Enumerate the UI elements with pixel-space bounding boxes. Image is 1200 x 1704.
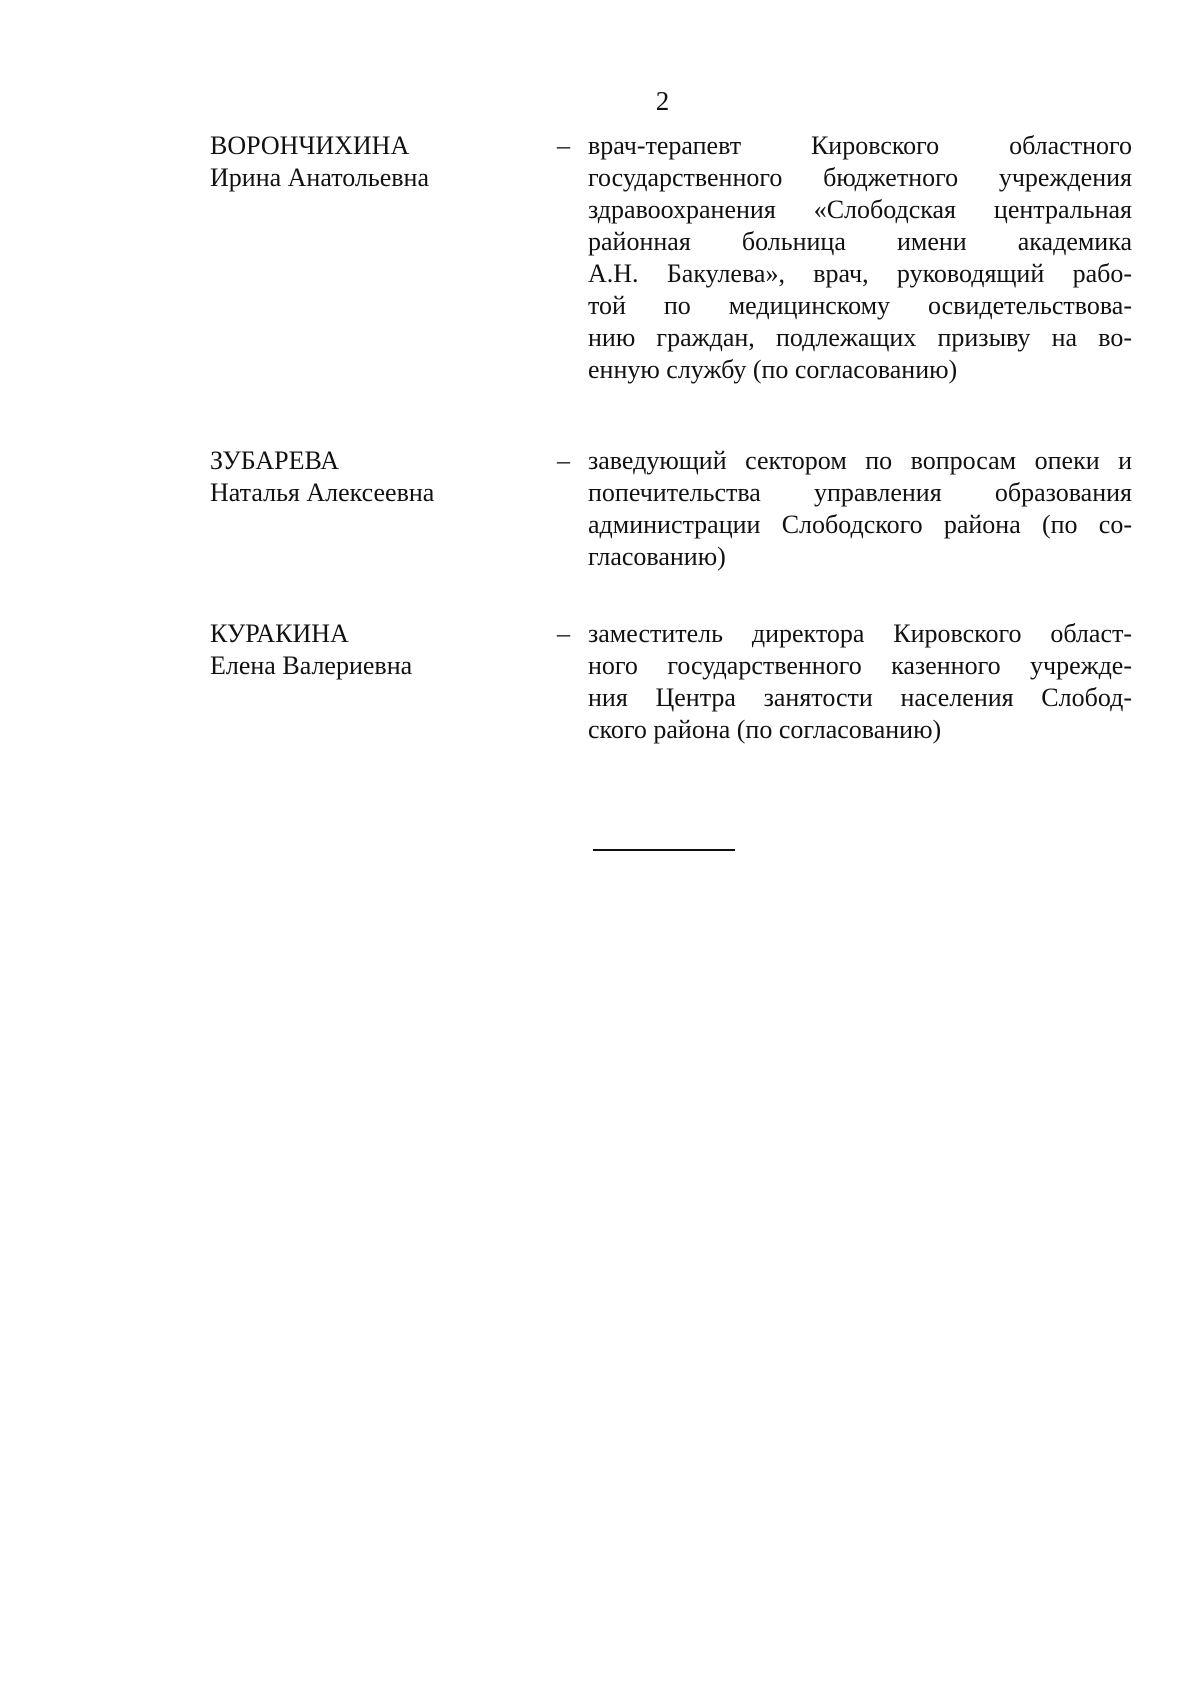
member-given-names: Елена Валериевна bbox=[210, 651, 413, 680]
position-line: енную службу (по согласованию) bbox=[588, 355, 958, 384]
position-line: районная больница имени академика bbox=[588, 227, 1132, 256]
member-position bbox=[588, 618, 1132, 746]
member-position bbox=[588, 130, 1132, 386]
position-line: той по медицинскому освидетельствова- bbox=[588, 291, 1132, 320]
position-line: заместитель директора Кировского област- bbox=[588, 619, 1132, 648]
dash-separator: – bbox=[557, 446, 570, 475]
position-line: А.Н. Бакулева», врач, руководящий рабо- bbox=[588, 259, 1132, 288]
position-line: государственного бюджетного учреждения bbox=[588, 163, 1132, 192]
position-line: заведующий сектором по вопросам опеки и bbox=[588, 446, 1132, 475]
member-surname: КУРАКИНА bbox=[210, 619, 349, 648]
dash-separator: – bbox=[557, 131, 570, 160]
member-surname: ЗУБАРЕВА bbox=[210, 446, 339, 475]
position-line: ского района (по согласованию) bbox=[588, 715, 942, 744]
position-line: попечительства управления образования bbox=[588, 478, 1132, 507]
position-line: нию граждан, подлежащих призыву на во- bbox=[588, 323, 1132, 352]
member-name bbox=[210, 445, 540, 509]
member-name bbox=[210, 130, 540, 194]
position-line: гласованию) bbox=[588, 542, 726, 571]
position-line: здравоохранения «Слободская центральная bbox=[588, 195, 1132, 224]
end-of-list-rule bbox=[593, 849, 735, 851]
dash-separator: – bbox=[557, 619, 570, 648]
member-surname: ВОРОНЧИХИНА bbox=[210, 131, 410, 160]
member-name bbox=[210, 618, 540, 682]
member-position bbox=[588, 445, 1132, 573]
position-line: ного государственного казенного учрежде- bbox=[588, 651, 1132, 680]
position-line: ния Центра занятости населения Слобод- bbox=[588, 683, 1132, 712]
member-given-names: Ирина Анатольевна bbox=[210, 163, 429, 192]
position-line: администрации Слободского района (по со- bbox=[588, 510, 1132, 539]
member-given-names: Наталья Алексеевна bbox=[210, 478, 435, 507]
page-number: 2 bbox=[655, 86, 670, 116]
position-line: врач-терапевт Кировского областного bbox=[588, 131, 1132, 160]
